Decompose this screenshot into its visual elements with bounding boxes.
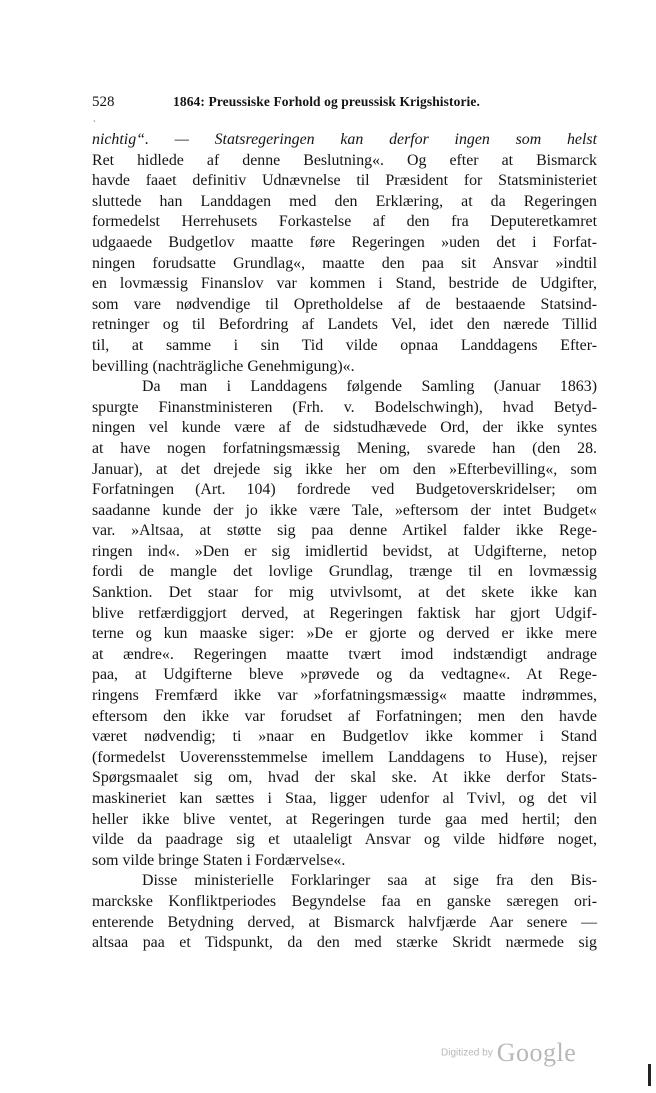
text-line: ringen ind«. »Den er sig imidlertid bevidst, at Udgifterne, netop <box>92 542 597 560</box>
text-line: Forfatningen (Art. 104) fordrede ved Budgetoverskridelser; om <box>92 481 597 499</box>
text-line: ringens Fremfærd ikke var »forfatningsmæssig« maatte indrømmes, <box>92 687 597 705</box>
text-line: var. »Altsaa, at støtte sig paa denne Artikel falder ikke Rege- <box>92 522 597 540</box>
text-line: terne og kun maaske siger: »De er gjorte og derved er ikke mere <box>92 625 597 643</box>
text-line: formedelst Herrehusets Forkastelse af den fra Deputeretkamret <box>92 213 597 231</box>
text-line: havde faaet definitiv Udnævnelse til Præsident for Statsministeriet <box>92 172 597 190</box>
text-line: saadanne kunde der jo ikke være Tale, »eftersom der intet Budget« <box>92 501 597 519</box>
text-line: at have nogen forfatningsmæssig Mening, svarede han (den 28. <box>92 439 597 457</box>
running-header <box>92 94 602 116</box>
text-line: sluttede han Landdagen med den Erklæring, at da Regeringen <box>92 192 597 210</box>
text-line: ningen forudsatte Grundlag«, maatte den paa sit Ansvar »indtil <box>92 254 597 272</box>
body-text <box>92 130 597 954</box>
text-line: marckske Konfliktperiodes Begyndelse faa en ganske særegen ori- <box>92 892 597 910</box>
google-logo: Google <box>496 1038 577 1067</box>
text-line: vilde da paadrage sig et utaaleligt Ansvar og vilde hidføre noget, <box>92 831 597 849</box>
page-number: 528 <box>92 94 115 110</box>
text-line: blive retfærdiggjort derved, at Regeringen faktisk har gjort Udgif- <box>92 604 597 622</box>
digitized-by-label: Digitized by <box>441 1047 493 1059</box>
margin-mark: ˋ <box>93 119 96 129</box>
text-line: en lovmæssig Finanslov var kommen i Stand, bestride de Udgifter, <box>92 275 597 293</box>
text-line: som vilde bringe Staten i Fordærvelse«. <box>92 851 346 869</box>
running-title: 1864: Preussiske Forhold og preussisk Krigshistorie. <box>173 94 480 109</box>
text-line: udgaaede Budgetlov maatte føre Regeringen »uden det i Forfat- <box>92 233 597 251</box>
paragraph-start-line: Disse ministerielle Forklaringer saa at sige fra den Bis- <box>142 872 597 890</box>
text-line: nichtig“. — Statsregeringen kan derfor ingen som helst <box>92 131 597 148</box>
paragraph-start-line: Da man i Landdagens følgende Samling (Januar 1863) <box>142 378 597 396</box>
text-line: fordi de mangle det lovlige Grundlag, trænge til en lovmæssig <box>92 563 597 581</box>
text-line: til, at samme i sin Tid vilde opnaa Landdagens Efter- <box>92 336 597 354</box>
text-line: maskineriet kan sættes i Staa, ligger udenfor al Tvivl, og det vil <box>92 790 597 807</box>
text-line: heller ikke blive ventet, at Regeringen turde gaa med hertil; den <box>92 810 597 828</box>
text-line: altsaa paa et Tidspunkt, da den med stærke Skridt nærmede sig <box>92 934 597 952</box>
text-line: enterende Betydning derved, at Bismarck halvfjærde Aar senere — <box>92 913 597 931</box>
text-line: Ret hidlede af denne Beslutning«. Og efter at Bismarck <box>92 151 597 169</box>
text-line: som vare nødvendige til Opretholdelse af de bestaaende Statsind- <box>92 295 597 313</box>
scan-edge-mark <box>648 1064 651 1086</box>
text-line: ningen vel kunde være af de sidstudhævede Ord, der ikke syntes <box>92 419 597 437</box>
text-line: paa, at Udgifterne bleve »prøvede og da vedtagne«. At Rege- <box>92 666 597 684</box>
text-line: eftersom den ikke var forudset af Forfatningen; men den havde <box>92 707 597 725</box>
text-line: Spørgsmaalet sig om, hvad der skal ske. At ikke derfor Stats- <box>92 769 597 787</box>
text-line: at ændre«. Regeringen maatte tvært imod indstændigt andrage <box>92 645 597 663</box>
text-line: (formedelst Uoverensstemmelse imellem Landdagens to Huse), rejser <box>92 748 597 766</box>
text-line: Januar), at det drejede sig ikke her om den »Efterbevilling«, som <box>92 460 597 478</box>
digitized-watermark <box>441 1038 576 1068</box>
text-line: bevilling (nachträgliche Genehmigung)«. <box>92 357 355 375</box>
text-line: Sanktion. Det staar for mig utvivlsomt, at det skete ikke kan <box>92 584 597 602</box>
text-line: været nødvendig; ti »naar en Budgetlov ikke kommer i Stand <box>92 728 597 746</box>
text-line: spurgte Finanstministeren (Frh. v. Bodelschwingh), hvad Betyd- <box>92 398 597 416</box>
text-line: retninger og til Befordring af Landets Vel, idet den nærede Tillid <box>92 316 597 334</box>
